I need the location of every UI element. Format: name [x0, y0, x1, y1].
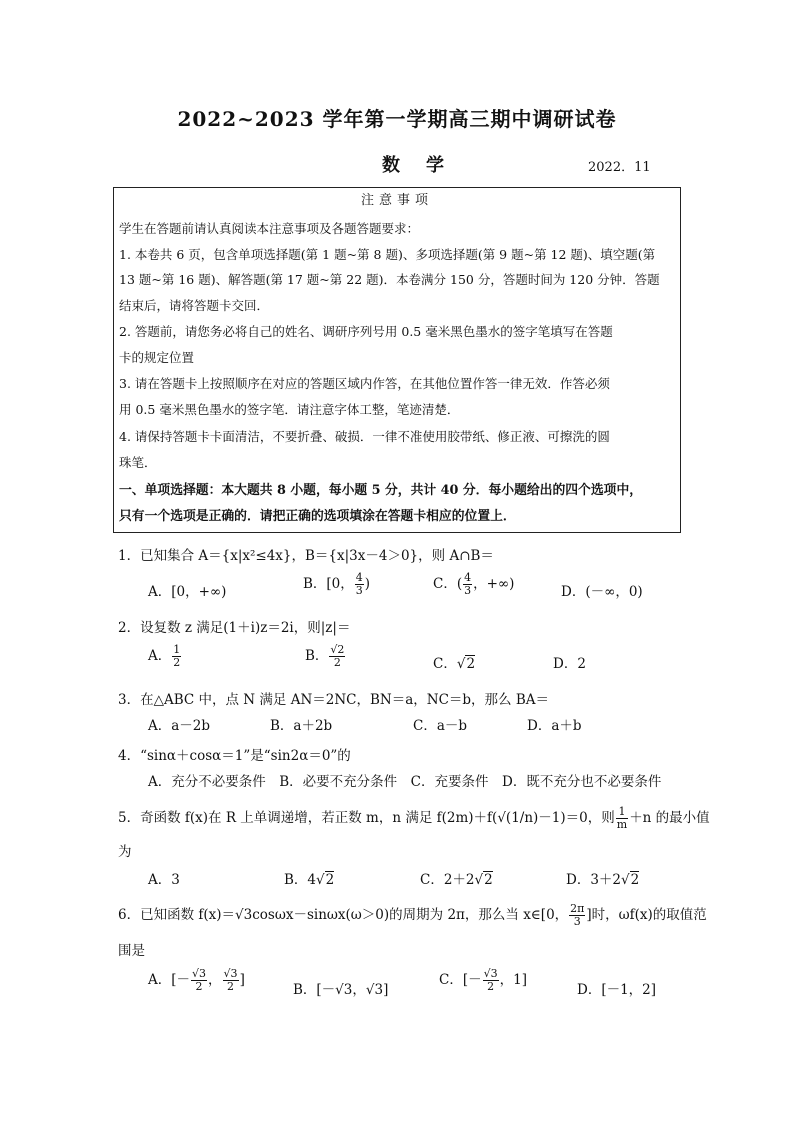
numerator: √3 — [223, 967, 238, 980]
q5-stem-text: ＋n 的最小值 — [629, 810, 710, 826]
q5-stem-text: 5．奇函数 f(x)在 R 上单调递增，若正数 m，n 满足 f(2m)＋f(√(1/n)－1)＝0，则 — [118, 810, 615, 826]
q2-option-d: D．2 — [553, 656, 586, 672]
notice-line: 结束后，请将答题卡交回． — [119, 298, 270, 313]
notice-line: 2. 答题前，请您务必将自己的姓名、调研序列号用 0.5 毫米黑色墨水的签字笔填写在答题 — [119, 324, 613, 339]
q5-option-a: A．3 — [148, 872, 180, 888]
denominator: m — [616, 818, 628, 831]
notice-line: 珠笔． — [119, 455, 157, 470]
q6-a-suffix: ] — [239, 972, 245, 988]
question-5-stem — [118, 806, 710, 831]
notice-line: 1. 本卷共 6 页，包含单项选择题(第 1 题~第 8 题)、多项选择题(第 9 题~第 12 题)、填空题(第 — [119, 247, 656, 262]
denominator: 3 — [464, 584, 472, 597]
notice-line: 4. 请保持答题卡卡面清洁，不要折叠、破损．一律不准使用胶带纸、修正液、可擦洗的圆 — [119, 429, 610, 444]
q1-c-suffix: ，+∞) — [473, 576, 515, 592]
notice-line: 3. 请在答题卡上按照顺序在对应的答题区域内作答，在其他位置作答一律无效．作答必须 — [119, 376, 610, 391]
section-instruction: 只有一个选项是正确的．请把正确的选项填涂在答题卡相应的位置上． — [119, 509, 516, 524]
fraction — [223, 968, 239, 993]
q1-b-suffix: ) — [364, 576, 371, 592]
q3-option-a: A．a－2b — [148, 718, 211, 734]
q1-b-prefix: B．[0， — [303, 576, 354, 592]
q6-stem-text: 6．已知函数 f(x)＝√3cosωx－sinωx(ω＞0)的周期为 2π，那么当 x∈[0， — [118, 907, 569, 923]
page-title: 2022~2023 学年第一学期高三期中调研试卷 — [177, 107, 617, 131]
q4-options: A．充分不必要条件 B．必要不充分条件 C．充要条件 D．既不充分也不必要条件 — [148, 774, 662, 790]
q6-c-suffix: ，1] — [499, 972, 527, 988]
notice-line: 13 题~第 16 题)、解答题(第 17 题~第 22 题)．本卷满分 150 分，答题时间为 120 分钟．答题 — [119, 272, 660, 287]
numerator: 1 — [173, 643, 181, 656]
question-2-stem: 2．设复数 z 满足(1＋i)z＝2i，则|z|＝ — [118, 620, 351, 636]
fraction — [463, 572, 472, 597]
subject-label: 数学 — [382, 155, 470, 176]
q3-option-b: B．a＋2b — [270, 718, 333, 734]
q1-option-a: A．[0，+∞) — [148, 584, 227, 600]
q5-option-d — [566, 868, 639, 888]
q6-option-c — [439, 968, 527, 993]
numerator: 2π — [570, 902, 585, 915]
question-6-stem-cont: 围是 — [118, 943, 145, 959]
q2-b-prefix: B． — [305, 648, 329, 664]
numerator: √3 — [483, 967, 498, 980]
q1-c-prefix: C．( — [433, 576, 463, 592]
notice-title: 注意事项 — [360, 193, 433, 208]
notice-box — [113, 187, 681, 533]
q1-option-d: D．(－∞，0) — [561, 584, 643, 600]
denominator: 3 — [573, 915, 581, 928]
denominator: 2 — [487, 980, 495, 993]
question-6-stem — [118, 903, 707, 928]
q2-option-b — [305, 644, 346, 669]
fraction — [191, 968, 207, 993]
q2-c-prefix: C．√ — [433, 656, 466, 672]
q1-option-b — [303, 572, 370, 597]
q5-d-prefix: D．3＋2√ — [566, 872, 630, 888]
notice-line: 用 0.5 毫米黑色墨水的签字笔．请注意字体工整，笔迹清楚． — [119, 402, 460, 417]
q2-option-a — [148, 644, 182, 669]
radicand: 2 — [325, 872, 335, 888]
fraction — [329, 644, 345, 669]
denominator: 2 — [173, 656, 181, 669]
q3-option-d: D．a＋b — [527, 718, 582, 734]
denominator: 3 — [355, 584, 363, 597]
q2-option-c — [433, 652, 475, 672]
q5-option-b — [284, 868, 334, 888]
section-instruction: 一、单项选择题：本大题共 8 小题，每小题 5 分，共计 40 分．每小题给出的四个选项中， — [119, 483, 643, 498]
radicand: 2 — [630, 872, 640, 888]
q3-option-c: C．a－b — [413, 718, 468, 734]
q6-a-separator: ， — [208, 972, 222, 988]
notice-line: 卡的规定位置 — [119, 350, 195, 365]
q2-a-prefix: A． — [148, 648, 172, 664]
q6-option-a — [148, 968, 245, 993]
question-1-stem: 1．已知集合 A＝{x|x²≤4x}，B＝{x|3x－4＞0}，则 A∩B＝ — [118, 548, 494, 564]
q5-b-prefix: B．4√ — [284, 872, 325, 888]
fraction — [616, 806, 628, 831]
q6-stem-text: ]时，ωf(x)的取值范 — [586, 907, 707, 923]
notice-line: 学生在答题前请认真阅读本注意事项及各题答题要求： — [119, 221, 420, 236]
q6-option-b: B．[－√3，√3] — [293, 982, 389, 998]
numerator: 4 — [355, 571, 363, 584]
exam-date: 2022．11 — [588, 160, 651, 175]
numerator: 1 — [616, 806, 628, 819]
denominator: 2 — [227, 980, 235, 993]
numerator: √2 — [330, 643, 345, 656]
radicand: 2 — [466, 656, 476, 672]
question-4-stem: 4．“sinα＋cosα＝1”是“sin2α＝0”的 — [118, 748, 351, 764]
fraction — [355, 572, 364, 597]
radicand: 2 — [484, 872, 493, 888]
q1-option-c — [433, 572, 514, 597]
fraction — [569, 903, 585, 928]
q6-a-prefix: A．[－ — [148, 972, 191, 988]
denominator: 2 — [195, 980, 203, 993]
question-5-stem-cont: 为 — [118, 844, 132, 860]
q6-c-prefix: C．[－ — [439, 972, 482, 988]
q5-option-c — [420, 868, 493, 888]
numerator: √3 — [192, 967, 207, 980]
numerator: 4 — [464, 571, 472, 584]
fraction — [483, 968, 499, 993]
q5-c-prefix: C．2＋2√ — [420, 872, 484, 888]
fraction — [172, 644, 181, 669]
q6-option-d: D．[－1，2] — [577, 982, 657, 998]
question-3-stem: 3．在△ABC 中，点 N 满足 AN＝2NC，BN＝a，NC＝b，那么 BA＝ — [118, 692, 550, 708]
denominator: 2 — [333, 656, 341, 669]
